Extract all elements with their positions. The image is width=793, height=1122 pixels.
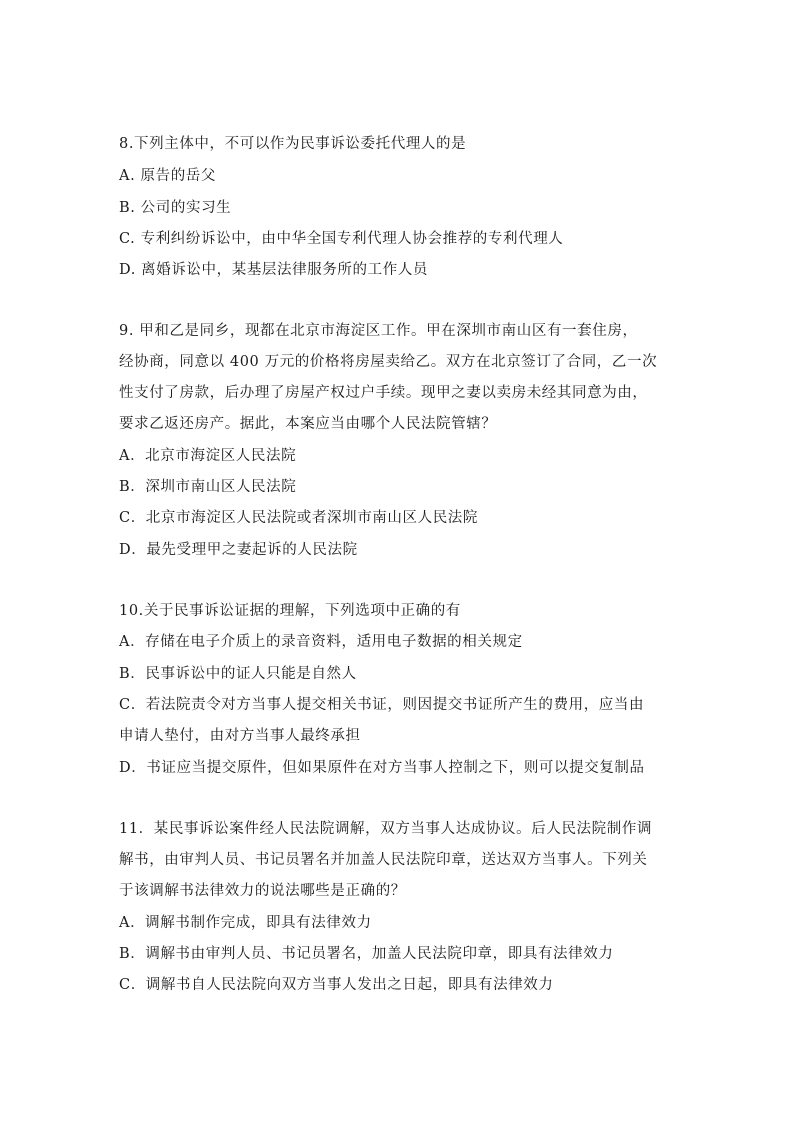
question-8-option-b: B. 公司的实习生	[119, 200, 232, 216]
question-10-option-a: A．存储在电子介质上的录音资料，适用电子数据的相关规定	[119, 634, 523, 650]
question-10-option-d: D．书证应当提交原件，但如果原件在对方当事人控制之下，则可以提交复制品	[119, 760, 645, 776]
question-11-option-c: C．调解书自人民法院向双方当事人发出之日起，即具有法律效力	[119, 977, 554, 993]
question-9-stem-line-4: 要求乙返还房产。据此，本案应当由哪个人民法院管辖？	[119, 416, 497, 432]
question-8-option-d: D. 离婚诉讼中，某基层法律服务所的工作人员	[119, 262, 429, 278]
question-9-stem-line-3: 性支付了房款，后办理了房屋产权过户手续。现甲之妻以卖房未经其同意为由，	[119, 385, 648, 401]
question-9-option-a: A．北京市海淀区人民法院	[119, 448, 297, 464]
question-9-stem-line-1: 9. 甲和乙是同乡，现都在北京市海淀区工作。甲在深圳市南山区有一套住房，	[119, 323, 638, 339]
question-10-stem: 10.关于民事诉讼证据的理解，下列选项中正确的有	[119, 603, 461, 619]
question-11-stem-line-3: 于该调解书法律效力的说法哪些是正确的？	[119, 883, 406, 899]
question-9-option-b: B．深圳市南山区人民法院	[119, 479, 297, 495]
question-11-option-b: B．调解书由审判人员、书记员署名，加盖人民法院印章，即具有法律效力	[119, 946, 614, 962]
question-9-option-d: D．最先受理甲之妻起诉的人民法院	[119, 542, 358, 558]
question-10-option-c-line-1: C．若法院责令对方当事人提交相关书证，则因提交书证所产生的费用，应当由	[119, 697, 645, 713]
question-11-stem-line-1: 11．某民事诉讼案件经人民法院调解，双方当事人达成协议。后人民法院制作调	[119, 821, 653, 837]
question-11-stem-line-2: 解书，由审判人员、书记员署名并加盖人民法院印章，送达双方当事人。下列关	[119, 852, 648, 868]
question-8-option-a: A. 原告的岳父	[119, 168, 216, 184]
question-9-stem-line-2: 经协商，同意以 400 万元的价格将房屋卖给乙。双方在北京签订了合同，乙一次	[119, 354, 658, 370]
question-8-stem: 8.下列主体中，不可以作为民事诉讼委托代理人的是	[119, 136, 467, 152]
question-10-option-c-line-2: 申请人垫付，由对方当事人最终承担	[119, 728, 361, 744]
question-8-option-c: C. 专利纠纷诉讼中，由中华全国专利代理人协会推荐的专利代理人	[119, 231, 564, 247]
question-9-option-c: C．北京市海淀区人民法院或者深圳市南山区人民法院	[119, 510, 478, 526]
question-10-option-b: B．民事诉讼中的证人只能是自然人	[119, 666, 357, 682]
question-11-option-a: A．调解书制作完成，即具有法律效力	[119, 915, 372, 931]
